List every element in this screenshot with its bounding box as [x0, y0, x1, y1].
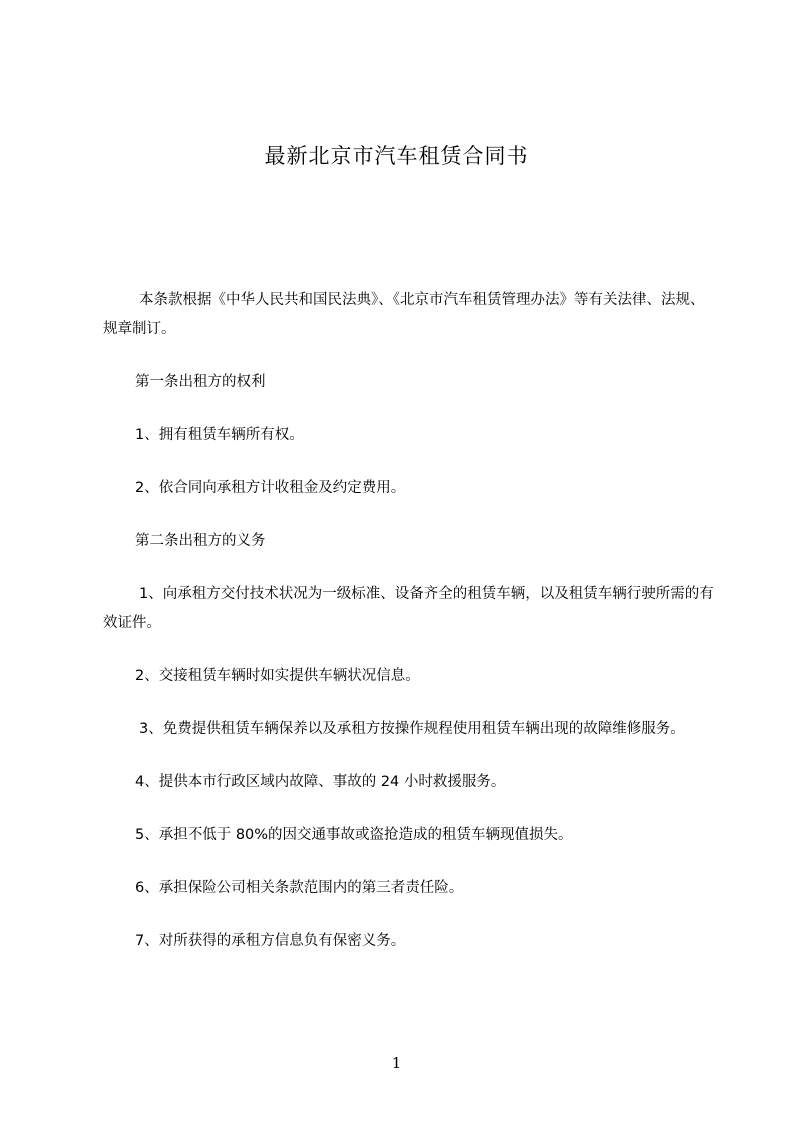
article-1-heading: 第一条出租方的权利: [135, 374, 266, 390]
article-2-item-6: 6、承担保险公司相关条款范围内的第三者责任险。: [135, 880, 464, 896]
article-2-item-5: 5、承担不低于 80%的因交通事故或盗抢造成的租赁车辆现值损失。: [135, 827, 573, 843]
page-number: 1: [391, 1054, 402, 1072]
document-title: 最新北京市汽车租赁合同书: [264, 144, 529, 168]
article-1-item-2: 2、依合同向承租方计收租金及约定费用。: [135, 480, 406, 496]
article-2-item-7: 7、对所获得的承租方信息负有保密义务。: [135, 933, 406, 949]
article-2-heading: 第二条出租方的义务: [135, 533, 266, 549]
article-2-item-1: 1、向承租方交付技术状况为一级标准、设备齐全的租赁车辆，以及租赁车辆行驶所需的有效证件。: [103, 586, 714, 631]
intro-paragraph: 本条款根据《中华人民共和国民法典》、《北京市汽车租赁管理办法》等有关法律、法规、规章制订。: [103, 292, 705, 337]
article-1-item-1: 1、拥有租赁车辆所有权。: [135, 427, 304, 443]
article-2-item-3: 3、免费提供租赁车辆保养以及承租方按操作规程使用租赁车辆出现的故障维修服务。: [139, 721, 685, 737]
article-2-item-4: 4、提供本市行政区域内故障、事故的 24 小时救援服务。: [135, 774, 506, 790]
document-body: [103, 286, 715, 980]
article-2-item-2: 2、交接租赁车辆时如实提供车辆状况信息。: [135, 668, 420, 684]
